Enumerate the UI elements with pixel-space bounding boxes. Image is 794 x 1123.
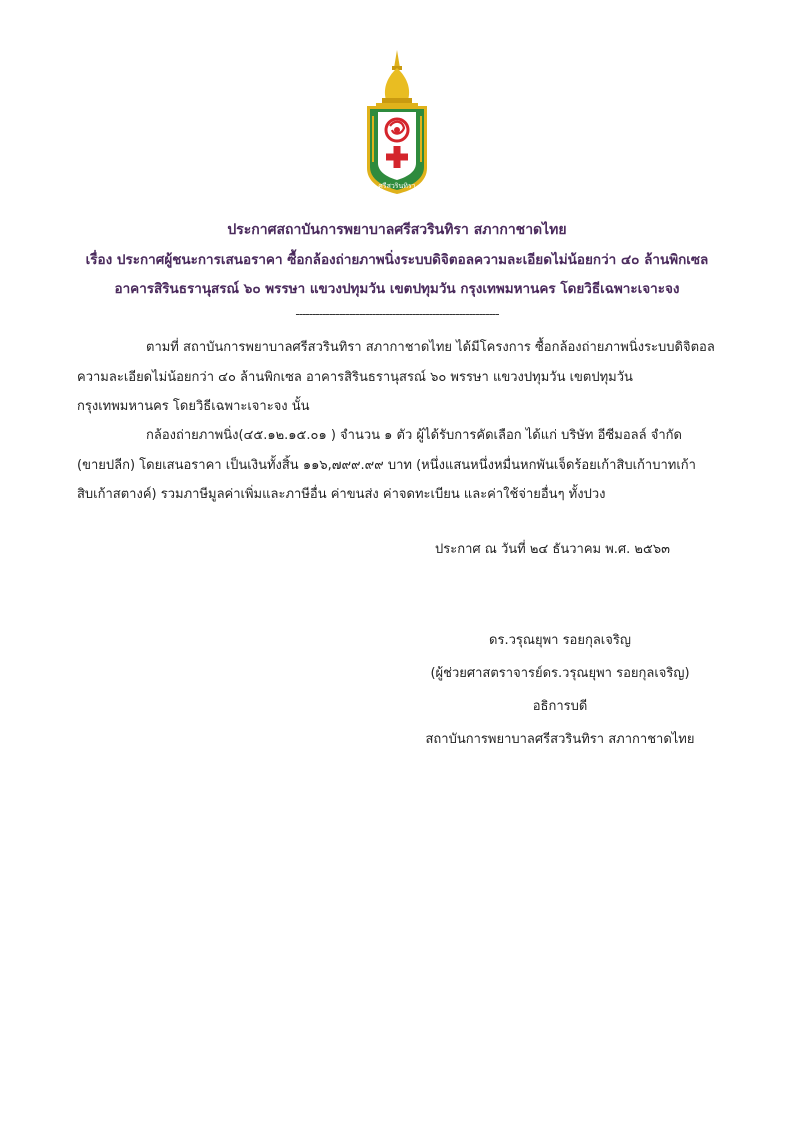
paragraph-1-line-1: ตามที่ สถาบันการพยาบาลศรีสวรินทิรา สภากาชาดไทย ได้มีโครงการ ซื้อกล้องถ่ายภาพนิ่งระบบดิจิตอล — [146, 340, 715, 355]
paragraph-1-line-3: กรุงเทพมหานคร โดยวิธีเฉพาะเจาะจง นั้น — [77, 399, 310, 414]
signer-name: ดร.วรุณยุพา รอยกุลเจริญ — [489, 633, 631, 648]
paragraph-2-line-3: สิบเก้าสตางค์) รวมภาษีมูลค่าเพิ่มและภาษีอื่น ค่าขนส่ง ค่าจดทะเบียน และค่าใช้จ่ายอื่นๆ ทั้งปวง — [77, 487, 606, 502]
divider: ------------------------------------------------------------- — [295, 307, 499, 321]
announce-date: ประกาศ ณ วันที่ ๒๔ ธันวาคม พ.ศ. ๒๕๖๓ — [435, 542, 670, 557]
subject-line-2: อาคารสิรินธรานุสรณ์ ๖๐ พรรษา แขวงปทุมวัน เขตปทุมวัน กรุงเทพมหานคร โดยวิธีเฉพาะเจาะจง — [114, 281, 680, 297]
signer-organization: สถาบันการพยาบาลศรีสวรินทิรา สภากาชาดไทย — [425, 732, 695, 747]
signer-full-title: (ผู้ช่วยศาสตราจารย์ดร.วรุณยุพา รอยกุลเจริญ) — [430, 666, 690, 681]
institute-emblem-icon — [356, 50, 438, 196]
page-title: ประกาศสถาบันการพยาบาลศรีสวรินทิรา สภากาชาดไทย — [227, 222, 567, 238]
signer-position: อธิการบดี — [532, 699, 588, 714]
paragraph-2-line-2: (ขายปลีก) โดยเสนอราคา เป็นเงินทั้งสิ้น ๑๑๖,๗๙๙.๙๙ บาท (หนึ่งแสนหนึ่งหมื่นหกพันเจ็ดร้อยเก้าสิบเก้าบาทเก้า — [77, 458, 696, 473]
subject-line-1: เรื่อง ประกาศผู้ชนะการเสนอราคา ซื้อกล้องถ่ายภาพนิ่งระบบดิจิตอลความละเอียดไม่น้อยกว่า ๔๐ ล้านพิกเซล — [85, 252, 709, 268]
paragraph-2-line-1: กล้องถ่ายภาพนิ่ง(๔๕.๑๒.๑๕.๐๑ ) จำนวน ๑ ตัว ผู้ได้รับการคัดเลือก ได้แก่ บริษัท อีซีมอลล์ จำกัด — [146, 428, 682, 443]
paragraph-1-line-2: ความละเอียดไม่น้อยกว่า ๔๐ ล้านพิกเซล อาคารสิรินธรานุสรณ์ ๖๐ พรรษา แขวงปทุมวัน เขตปทุมวัน — [77, 370, 633, 385]
emblem-caption: ศรีสวรินทิรา — [378, 182, 416, 190]
